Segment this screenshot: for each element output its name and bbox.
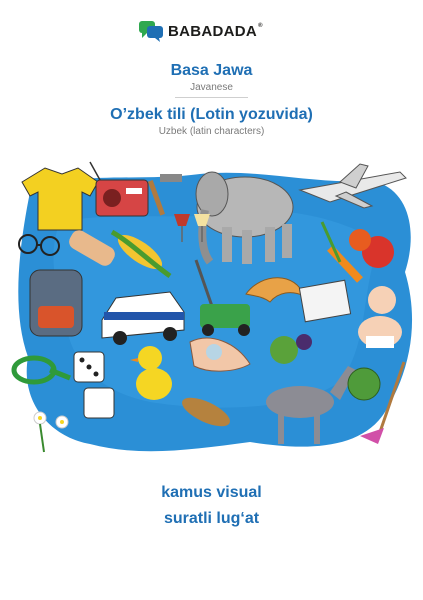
language-1-name: Basa Jawa — [170, 62, 253, 79]
babadada-logo — [138, 18, 288, 44]
illustration-collage — [0, 152, 423, 472]
subtitle-line-2: suratli lug‘at — [163, 510, 260, 527]
subtitle-line-1: kamus visual — [161, 484, 262, 501]
language-2-sub — [0, 126, 423, 137]
language-1-sub — [0, 82, 423, 93]
chat-bubbles-icon — [138, 19, 164, 43]
language-2-subtitle: Uzbek (latin characters) — [158, 126, 265, 137]
ball-icon — [348, 368, 380, 400]
registered-mark: ® — [258, 22, 263, 29]
newspaper-icon — [299, 280, 350, 321]
backpack-icon — [30, 270, 82, 336]
divider-1 — [175, 97, 248, 98]
brand-name — [168, 23, 263, 40]
brand-name-part2: DADA — [212, 22, 258, 40]
brand-name-part1: BABA — [168, 22, 213, 40]
language-1-title — [0, 62, 423, 80]
language-2-title — [0, 106, 423, 124]
language-1-subtitle: Javanese — [190, 82, 233, 93]
radio-icon — [90, 162, 148, 216]
language-2-name: O’zbek tili (Lotin yozuvida) — [110, 106, 313, 123]
